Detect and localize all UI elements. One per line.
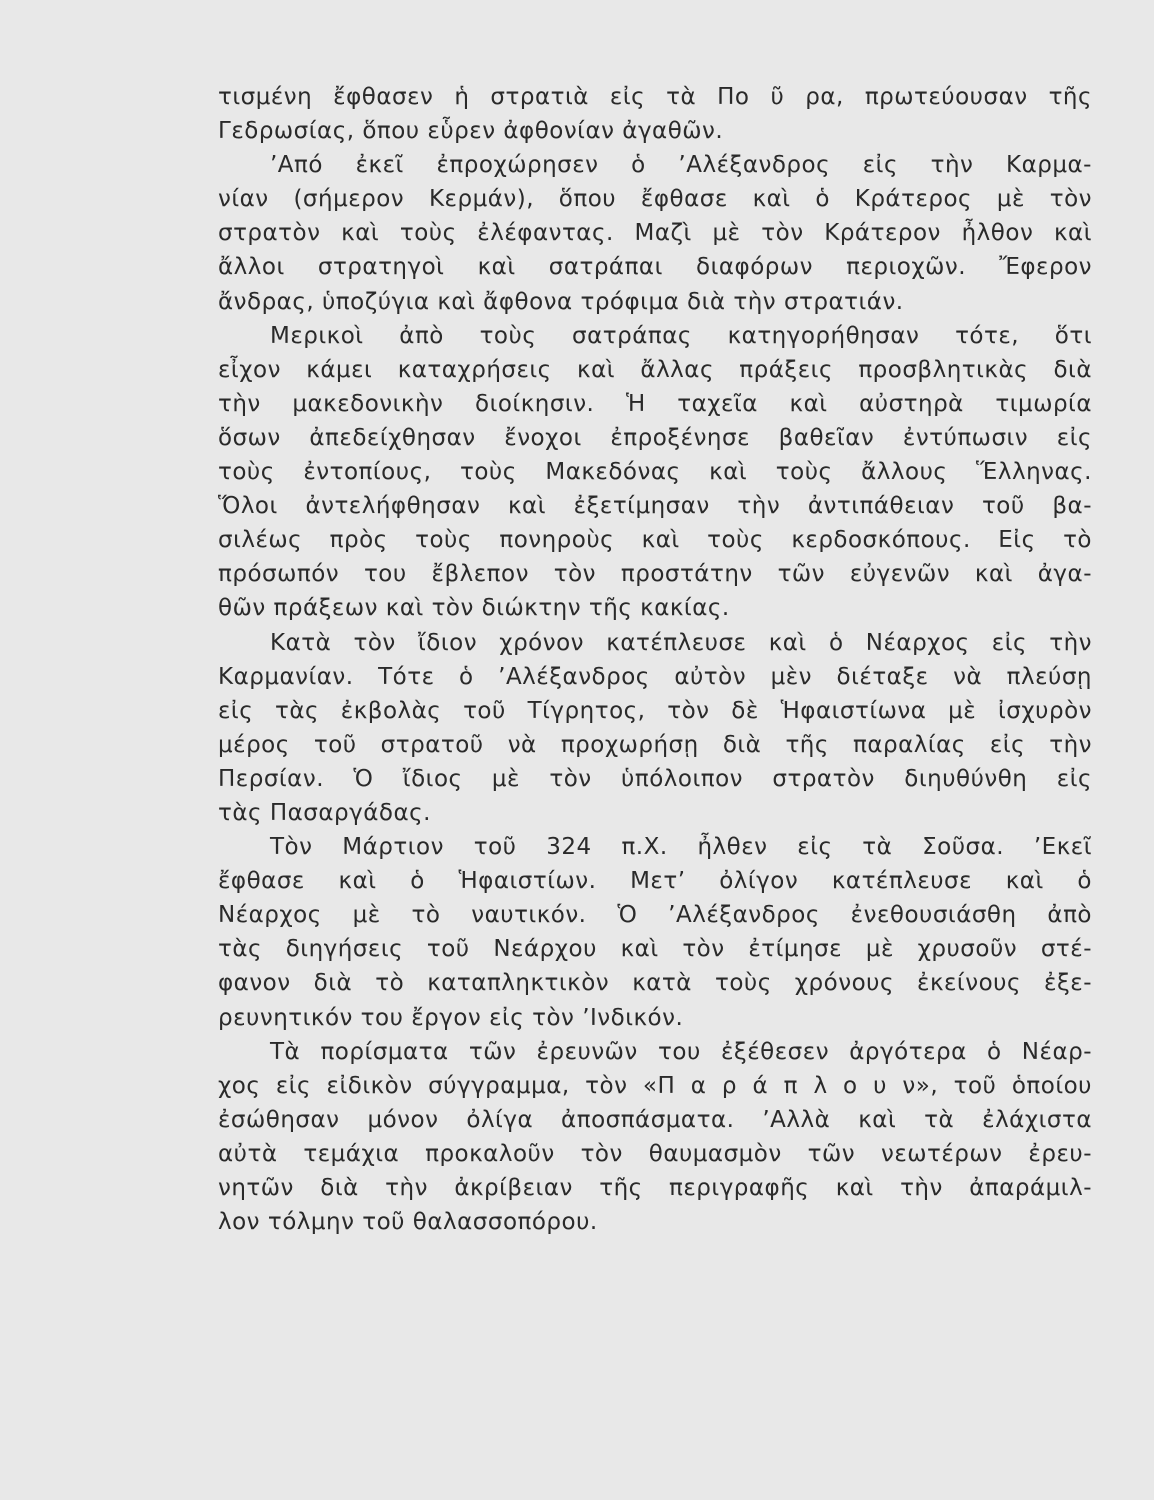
text-line: σιλέως πρὸς τοὺς πονηροὺς καὶ τοὺς κερδοσκόπους. Εἰς τὸ (218, 527, 1092, 554)
paragraph (218, 1035, 1092, 1240)
text-line: εἰς τὰς ἐκβολὰς τοῦ Τίγρητος, τὸν δὲ Ἡφαιστίωνα μὲ ἰσχυρὸν (218, 697, 1092, 724)
text-line: Ὅλοι ἀντελήφθησαν καὶ ἐξετίμησαν τὴν ἀντιπάθειαν τοῦ βα- (218, 493, 1092, 520)
paragraph (218, 830, 1092, 1035)
text-line: τὰς Πασαργάδας. (218, 799, 431, 826)
text-line: ἄλλοι στρατηγοὶ καὶ σατράπαι διαφόρων περιοχῶν. Ἔφερον (218, 254, 1092, 281)
text-line: στρατὸν καὶ τοὺς ἐλέφαντας. Μαζὶ μὲ τὸν Κράτερον ἦλθον καὶ (218, 220, 1092, 247)
text-line: τὴν μακεδονικὴν διοίκησιν. Ἡ ταχεῖα καὶ αὐστηρὰ τιμωρία (218, 390, 1092, 417)
text-line: αὐτὰ τεμάχια προκαλοῦν τὸν θαυμασμὸν τῶν νεωτέρων ἐρευ- (218, 1140, 1092, 1167)
text-line: εἶχον κάμει καταχρήσεις καὶ ἄλλας πράξεις προσβλητικὰς διὰ (218, 356, 1092, 383)
text-line: Μερικοὶ ἀπὸ τοὺς σατράπας κατηγορήθησαν τότε, ὅτι (270, 322, 1092, 349)
body-text (218, 80, 1092, 1239)
text-line: θῶν πράξεων καὶ τὸν διώκτην τῆς κακίας. (218, 595, 730, 622)
text-line: χος εἰς εἰδικὸν σύγγραμμα, τὸν «Π α ρ ά π λ ο υ ν», τοῦ ὁποίου (218, 1072, 1092, 1099)
text-line: Τὰ πορίσματα τῶν ἐρευνῶν του ἐξέθεσεν ἀργότερα ὁ Νέαρ- (270, 1038, 1092, 1065)
text-line: ρευνητικόν του ἔργον εἰς τὸν ’Ινδικόν. (218, 1004, 684, 1031)
text-line: νίαν (σήμερον Κερμάν), ὅπου ἔφθασε καὶ ὁ Κράτερος μὲ τὸν (218, 186, 1092, 213)
text-line: ’Από ἐκεῖ ἐπροχώρησεν ὁ ’Αλέξανδρος εἰς τὴν Καρμα- (270, 152, 1092, 179)
text-line: τὰς διηγήσεις τοῦ Νεάρχου καὶ τὸν ἐτίμησε μὲ χρυσοῦν στέ- (218, 936, 1092, 963)
text-line: Νέαρχος μὲ τὸ ναυτικόν. Ὁ ’Αλέξανδρος ἐνεθουσιάσθη ἀπὸ (218, 902, 1092, 929)
text-line: Κατὰ τὸν ἴδιον χρόνον κατέπλευσε καὶ ὁ Νέαρχος εἰς τὴν (270, 629, 1092, 656)
text-line: νητῶν διὰ τὴν ἀκρίβειαν τῆς περιγραφῆς καὶ τὴν ἀπαράμιλ- (218, 1175, 1092, 1201)
text-line: φανον διὰ τὸ καταπληκτικὸν κατὰ τοὺς χρόνους ἐκείνους ἐξε- (218, 970, 1092, 997)
paragraph (218, 319, 1092, 626)
text-line: ἔφθασε καὶ ὁ Ἡφαιστίων. Μετ’ ὀλίγον κατέπλευσε καὶ ὁ (218, 868, 1092, 895)
text-line: Τὸν Μάρτιον τοῦ 324 π.Χ. ἦλθεν εἰς τὰ Σοῦσα. ’Εκεῖ (270, 834, 1092, 861)
paragraph (218, 80, 1092, 148)
paragraph (218, 626, 1092, 831)
text-line: Καρμανίαν. Τότε ὁ ’Αλέξανδρος αὐτὸν μὲν διέταξε νὰ πλεύσῃ (218, 663, 1092, 690)
text-line: τοὺς ἐντοπίους, τοὺς Μακεδόνας καὶ τοὺς ἄλλους Ἕλληνας. (218, 459, 1092, 486)
text-line: πρόσωπόν του ἔβλεπον τὸν προστάτην τῶν εὐγενῶν καὶ ἀγα- (218, 561, 1092, 588)
paragraph (218, 148, 1092, 318)
text-line: ἐσώθησαν μόνον ὀλίγα ἀποσπάσματα. ’Αλλὰ καὶ τὰ ἐλάχιστα (218, 1106, 1092, 1133)
text-line: Περσίαν. Ὁ ἴδιος μὲ τὸν ὑπόλοιπον στρατὸν διηυθύνθη εἰς (218, 765, 1092, 792)
text-line: τισμένη ἔφθασεν ἡ στρατιὰ εἰς τὰ Πο ῦ ρα, πρωτεύουσαν τῆς (218, 84, 1092, 110)
text-line: μέρος τοῦ στρατοῦ νὰ προχωρήσῃ διὰ τῆς παραλίας εἰς τὴν (218, 731, 1092, 758)
text-line: λον τόλμην τοῦ θαλασσοπόρου. (218, 1209, 598, 1236)
text-line: ὅσων ἀπεδείχθησαν ἔνοχοι ἐπροξένησε βαθεῖαν ἐντύπωσιν εἰς (218, 424, 1092, 451)
text-line: Γεδρωσίας, ὅπου εὗρεν ἀφθονίαν ἀγαθῶν. (218, 118, 724, 145)
text-line: ἄνδρας, ὑποζύγια καὶ ἄφθονα τρόφιμα διὰ τὴν στρατιάν. (218, 288, 904, 315)
